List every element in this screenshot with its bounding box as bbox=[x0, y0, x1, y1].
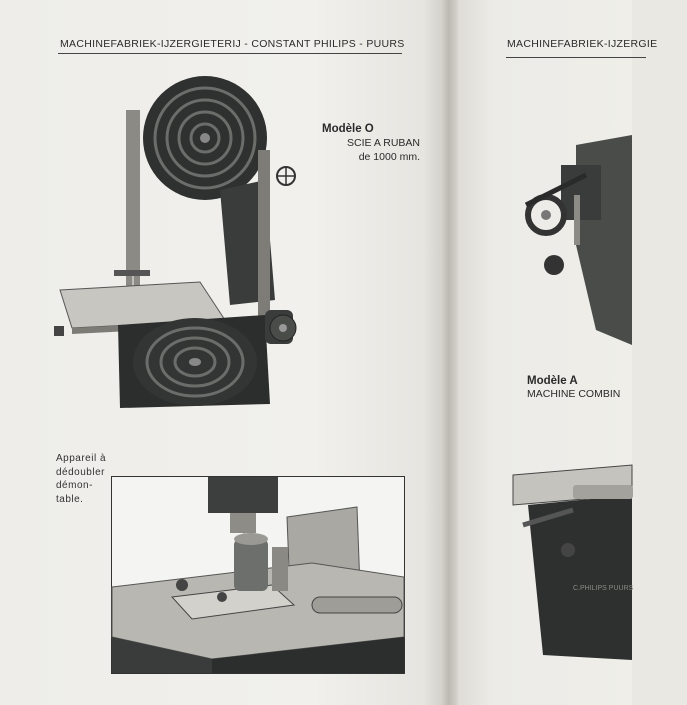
model-o-line1: SCIE A RUBAN bbox=[347, 137, 420, 149]
appareil-line2: dédoubler bbox=[56, 466, 105, 478]
model-a-line1: MACHINE COMBIN bbox=[527, 388, 621, 400]
model-o-line2: de 1000 mm. bbox=[358, 151, 420, 163]
lower-wheel bbox=[133, 318, 257, 406]
left-header-rule bbox=[58, 53, 402, 54]
right-page-header: MACHINEFABRIEK-IJZERGIE bbox=[507, 38, 658, 50]
right-header-rule bbox=[506, 57, 646, 58]
resaw-attachment-photo bbox=[111, 476, 405, 674]
model-a-title: Modèle A bbox=[527, 375, 578, 387]
combined-machine-photo bbox=[516, 135, 632, 345]
resaw-attachment-illustration bbox=[112, 477, 404, 673]
appareil-caption bbox=[56, 452, 106, 506]
right-page bbox=[458, 0, 658, 705]
band-saw-photo bbox=[50, 70, 310, 410]
appareil-line4: table. bbox=[56, 493, 84, 505]
appareil-line3: démon- bbox=[56, 480, 93, 491]
appareil-line1: Appareil à bbox=[56, 453, 107, 464]
model-o-caption bbox=[310, 122, 420, 164]
left-page-header: MACHINEFABRIEK-IJZERGIETERIJ - CONSTANT PHILIPS - PUURS bbox=[60, 38, 405, 50]
saw-motor bbox=[265, 310, 296, 344]
combined-machine-photo-2 bbox=[513, 455, 632, 675]
upper-wheel bbox=[143, 76, 267, 200]
model-o-title: Modèle O bbox=[322, 123, 374, 135]
model-a-caption bbox=[527, 375, 687, 401]
machine-stencil-text: C.PHILIPS PUURS bbox=[573, 585, 634, 592]
